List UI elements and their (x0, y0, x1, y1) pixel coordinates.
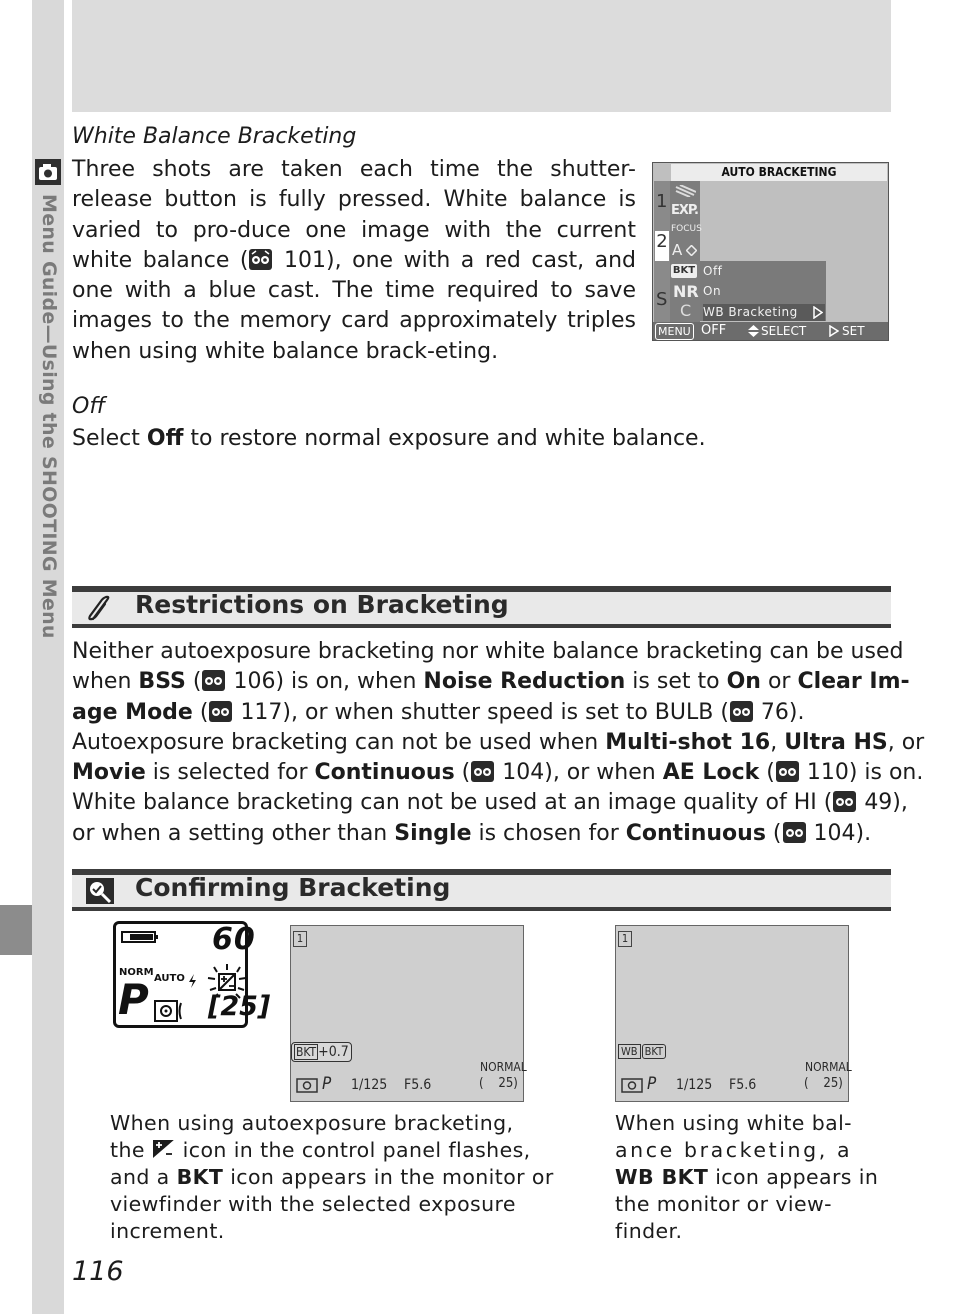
menu-tab-2: 2 (655, 231, 669, 261)
off-text-bold: Off (146, 426, 184, 451)
r-l3-b: ( (192, 699, 209, 725)
caption1-line-5: increment. (110, 1219, 225, 1243)
r-l5-d: ( (454, 760, 471, 786)
wb-bracketing-label: WB Bracketing (703, 305, 798, 319)
r-l3-a: age Mode (72, 699, 193, 725)
caption2-line-5: finder. (615, 1219, 683, 1243)
set-label: SET (842, 324, 865, 338)
exposure-compensation-icon (152, 1139, 176, 1160)
wb-text-part-2: 101), one with a red cast, and one with a blue cast. The time required to save images to the memory card approximately triples when using white balance brack-eting. (72, 247, 637, 364)
bkt-increment-indicator (291, 1042, 352, 1062)
header-bottom-bar (72, 624, 891, 628)
wb-bkt-indicator (618, 1043, 666, 1059)
wb-bracketing-heading: White Balance Bracketing (72, 124, 357, 149)
r-l6-b: 49), (864, 790, 908, 816)
wb-bracketing-paragraph (72, 155, 636, 367)
menu-option-wb-bracketing[interactable] (703, 304, 825, 321)
off-label: OFF (701, 323, 727, 338)
r-l2-b: BSS (138, 669, 186, 695)
focus-icon: FOCUS (671, 224, 702, 234)
c1-l2-b: icon in the control panel flashes, (175, 1138, 531, 1162)
r-l6-a: White balance bracketing can not be used at an image quality of HI ( (72, 790, 833, 816)
r-l4-e: , or (887, 729, 925, 755)
shutter-speed: 1/125 (351, 1077, 388, 1093)
r-l2-e: Noise Reduction (423, 669, 626, 695)
stripes-icon (674, 185, 696, 197)
r-l7-f: 104). (813, 820, 872, 846)
menu-option-on[interactable]: On (703, 284, 722, 298)
caption2-line-3 (615, 1164, 879, 1191)
caption1-line-4: viewfinder with the selected exposure (110, 1192, 516, 1216)
c1-l2-a: the (110, 1138, 152, 1162)
r-l7-d: Continuous (625, 820, 766, 846)
caption1-line-3 (110, 1164, 554, 1191)
r-l2-c: ( (185, 669, 202, 695)
frame-indicator: 1 (293, 931, 307, 947)
confirming-title: Confirming Bracketing (135, 873, 451, 902)
caption1-line-1: When using autoexposure bracketing, (110, 1111, 514, 1135)
menu-icon-column (670, 181, 700, 323)
page-ref-icon (209, 701, 232, 722)
monitor-ae-bracketing (290, 925, 527, 1102)
side-section-label: Menu Guide—Using the SHOOTING Menu (38, 194, 60, 639)
r-l7-c: is chosen for (471, 820, 626, 846)
monitor-wb-bracketing (615, 925, 852, 1102)
bkt-label: BKT (296, 1045, 317, 1059)
r-l2-h: or (760, 669, 798, 695)
top-gray-panel (72, 0, 891, 112)
camera-icon (34, 158, 62, 186)
r-l5-c: Continuous (314, 760, 455, 786)
remaining-count: ( 25) (479, 1076, 518, 1091)
shutter-speed: 1/125 (676, 1077, 713, 1093)
menu-tab-s: S (656, 289, 668, 310)
increment-value: +0.7 (318, 1044, 349, 1060)
frame-indicator: 1 (618, 931, 632, 947)
page-ref-icon (783, 822, 806, 843)
r-l5-h: 110) is on. (806, 760, 924, 786)
magnifier-check-icon (85, 877, 115, 905)
metering-icon (621, 1078, 643, 1093)
r-l5-b: is selected for (145, 760, 315, 786)
r-l7-a: or when a setting other than (72, 820, 395, 846)
restrictions-paragraph (72, 637, 925, 849)
bkt-icon: BKT (672, 265, 696, 276)
r-l5-f: AE Lock (662, 760, 760, 786)
side-chapter-tab (0, 905, 32, 955)
r-l7-e: ( (765, 820, 782, 846)
r-l4-b: Multi-shot 16 (605, 729, 771, 755)
diamond-icon (686, 245, 697, 256)
wb-label: WB (618, 1044, 641, 1059)
r-l4-d: Ultra HS (784, 729, 888, 755)
remaining-value: 25 (220, 991, 258, 1022)
right-triangle-icon (829, 325, 839, 337)
off-paragraph (72, 424, 706, 454)
select-label: SELECT (761, 324, 807, 338)
restrictions-line-6 (72, 788, 908, 818)
caption-ae-bracketing (110, 1110, 554, 1245)
metering-icon (154, 1000, 184, 1022)
c1-l3-a: and a (110, 1165, 177, 1189)
r-l2-f: is set to (625, 669, 727, 695)
menu-tab-1: 1 (656, 191, 668, 212)
page-ref-icon (471, 761, 494, 782)
caption2-line-4: the monitor or view- (615, 1192, 832, 1216)
arrow-right-icon (813, 306, 823, 319)
norm-indicator: NORM (119, 967, 154, 978)
mode-p: P (647, 1074, 657, 1094)
off-text-b: to restore normal exposure and white balance. (183, 426, 706, 451)
menu-button-label: MENU (655, 323, 694, 340)
remaining-shots: [25] (208, 991, 271, 1022)
c2-l3-a: WB BKT (615, 1165, 709, 1189)
caption1-line-2 (110, 1137, 531, 1164)
mode-indicator: P (118, 975, 149, 1024)
r-l3-d: 76). (760, 699, 805, 725)
metering-icon (296, 1078, 318, 1093)
restrictions-line-1: Neither autoexposure bracketing nor white balance bracketing can be used (72, 639, 904, 664)
battery-icon (121, 931, 159, 943)
image-quality: NORMAL (805, 1060, 852, 1074)
c1-l3-b: BKT (176, 1165, 224, 1189)
confirming-header (72, 869, 891, 911)
caption2-line-1: When using white bal- (615, 1111, 852, 1135)
flash-icon (188, 974, 197, 988)
a-icon: A (672, 241, 683, 259)
exp-icon: EXP. (671, 203, 698, 218)
paperclip-icon (85, 594, 115, 622)
caption-wb-bracketing (615, 1110, 879, 1245)
r-l2-i: Clear Im- (797, 669, 910, 695)
r-l5-a: Movie (72, 760, 146, 786)
c1-l3-c: icon appears in the monitor or (223, 1165, 554, 1189)
r-l2-d: 106) is on, when (233, 669, 424, 695)
restrictions-line-5 (72, 758, 924, 788)
menu-title: AUTO BRACKETING (671, 164, 887, 181)
page-ref-icon (833, 791, 856, 812)
aperture: F5.6 (729, 1077, 757, 1093)
r-l5-e: 104), or when (502, 760, 663, 786)
image-quality: NORMAL (480, 1060, 527, 1074)
mode-p: P (322, 1074, 332, 1094)
menu-tab-column (654, 181, 670, 323)
menu-bottom-bar (653, 322, 888, 340)
restrictions-header (72, 586, 891, 628)
r-l4-a: Autoexposure bracketing can not be used when (72, 729, 606, 755)
r-l3-c: 117), or when shutter speed is set to BULB ( (240, 699, 729, 725)
menu-option-off[interactable]: Off (703, 264, 723, 278)
page-ref-icon (249, 249, 272, 270)
restrictions-line-2 (72, 667, 910, 697)
wb-text-part-1: Three shots are taken each time the shutter-release button is fully pressed. White balance is varied to pro-duce one image with the current white balance ( (72, 157, 636, 273)
caption2-line-2: ance bracketing, a (615, 1138, 853, 1162)
nr-icon: NR (673, 282, 699, 301)
r-l2-a: when (72, 669, 139, 695)
remaining-count: ( 25) (804, 1076, 843, 1091)
header-bottom-bar (72, 907, 891, 911)
up-down-icon (747, 325, 760, 337)
r-l7-b: Single (394, 820, 472, 846)
r-l4-c: , (770, 729, 785, 755)
r-l2-g: On (726, 669, 761, 695)
auto-bracketing-menu-screen (652, 162, 889, 341)
page-number: 116 (72, 1256, 124, 1287)
page-ref-icon (730, 701, 753, 722)
c-icon: C (680, 301, 692, 320)
restrictions-line-4 (72, 728, 925, 758)
control-panel-display (113, 921, 271, 1028)
restrictions-line-3 (72, 698, 891, 728)
auto-indicator: AUTO (154, 973, 185, 984)
page-ref-icon (776, 761, 799, 782)
shots-count: 60 (212, 922, 256, 957)
page-ref-icon (202, 670, 225, 691)
r-l5-g: ( (759, 760, 775, 786)
off-heading: Off (72, 394, 106, 419)
aperture: F5.6 (404, 1077, 432, 1093)
restrictions-title: Restrictions on Bracketing (135, 590, 509, 619)
restrictions-line-7 (72, 819, 891, 849)
off-text-a: Select (72, 426, 147, 451)
bkt-label: BKT (642, 1044, 666, 1059)
c2-l3-b: icon appears in (708, 1165, 879, 1189)
